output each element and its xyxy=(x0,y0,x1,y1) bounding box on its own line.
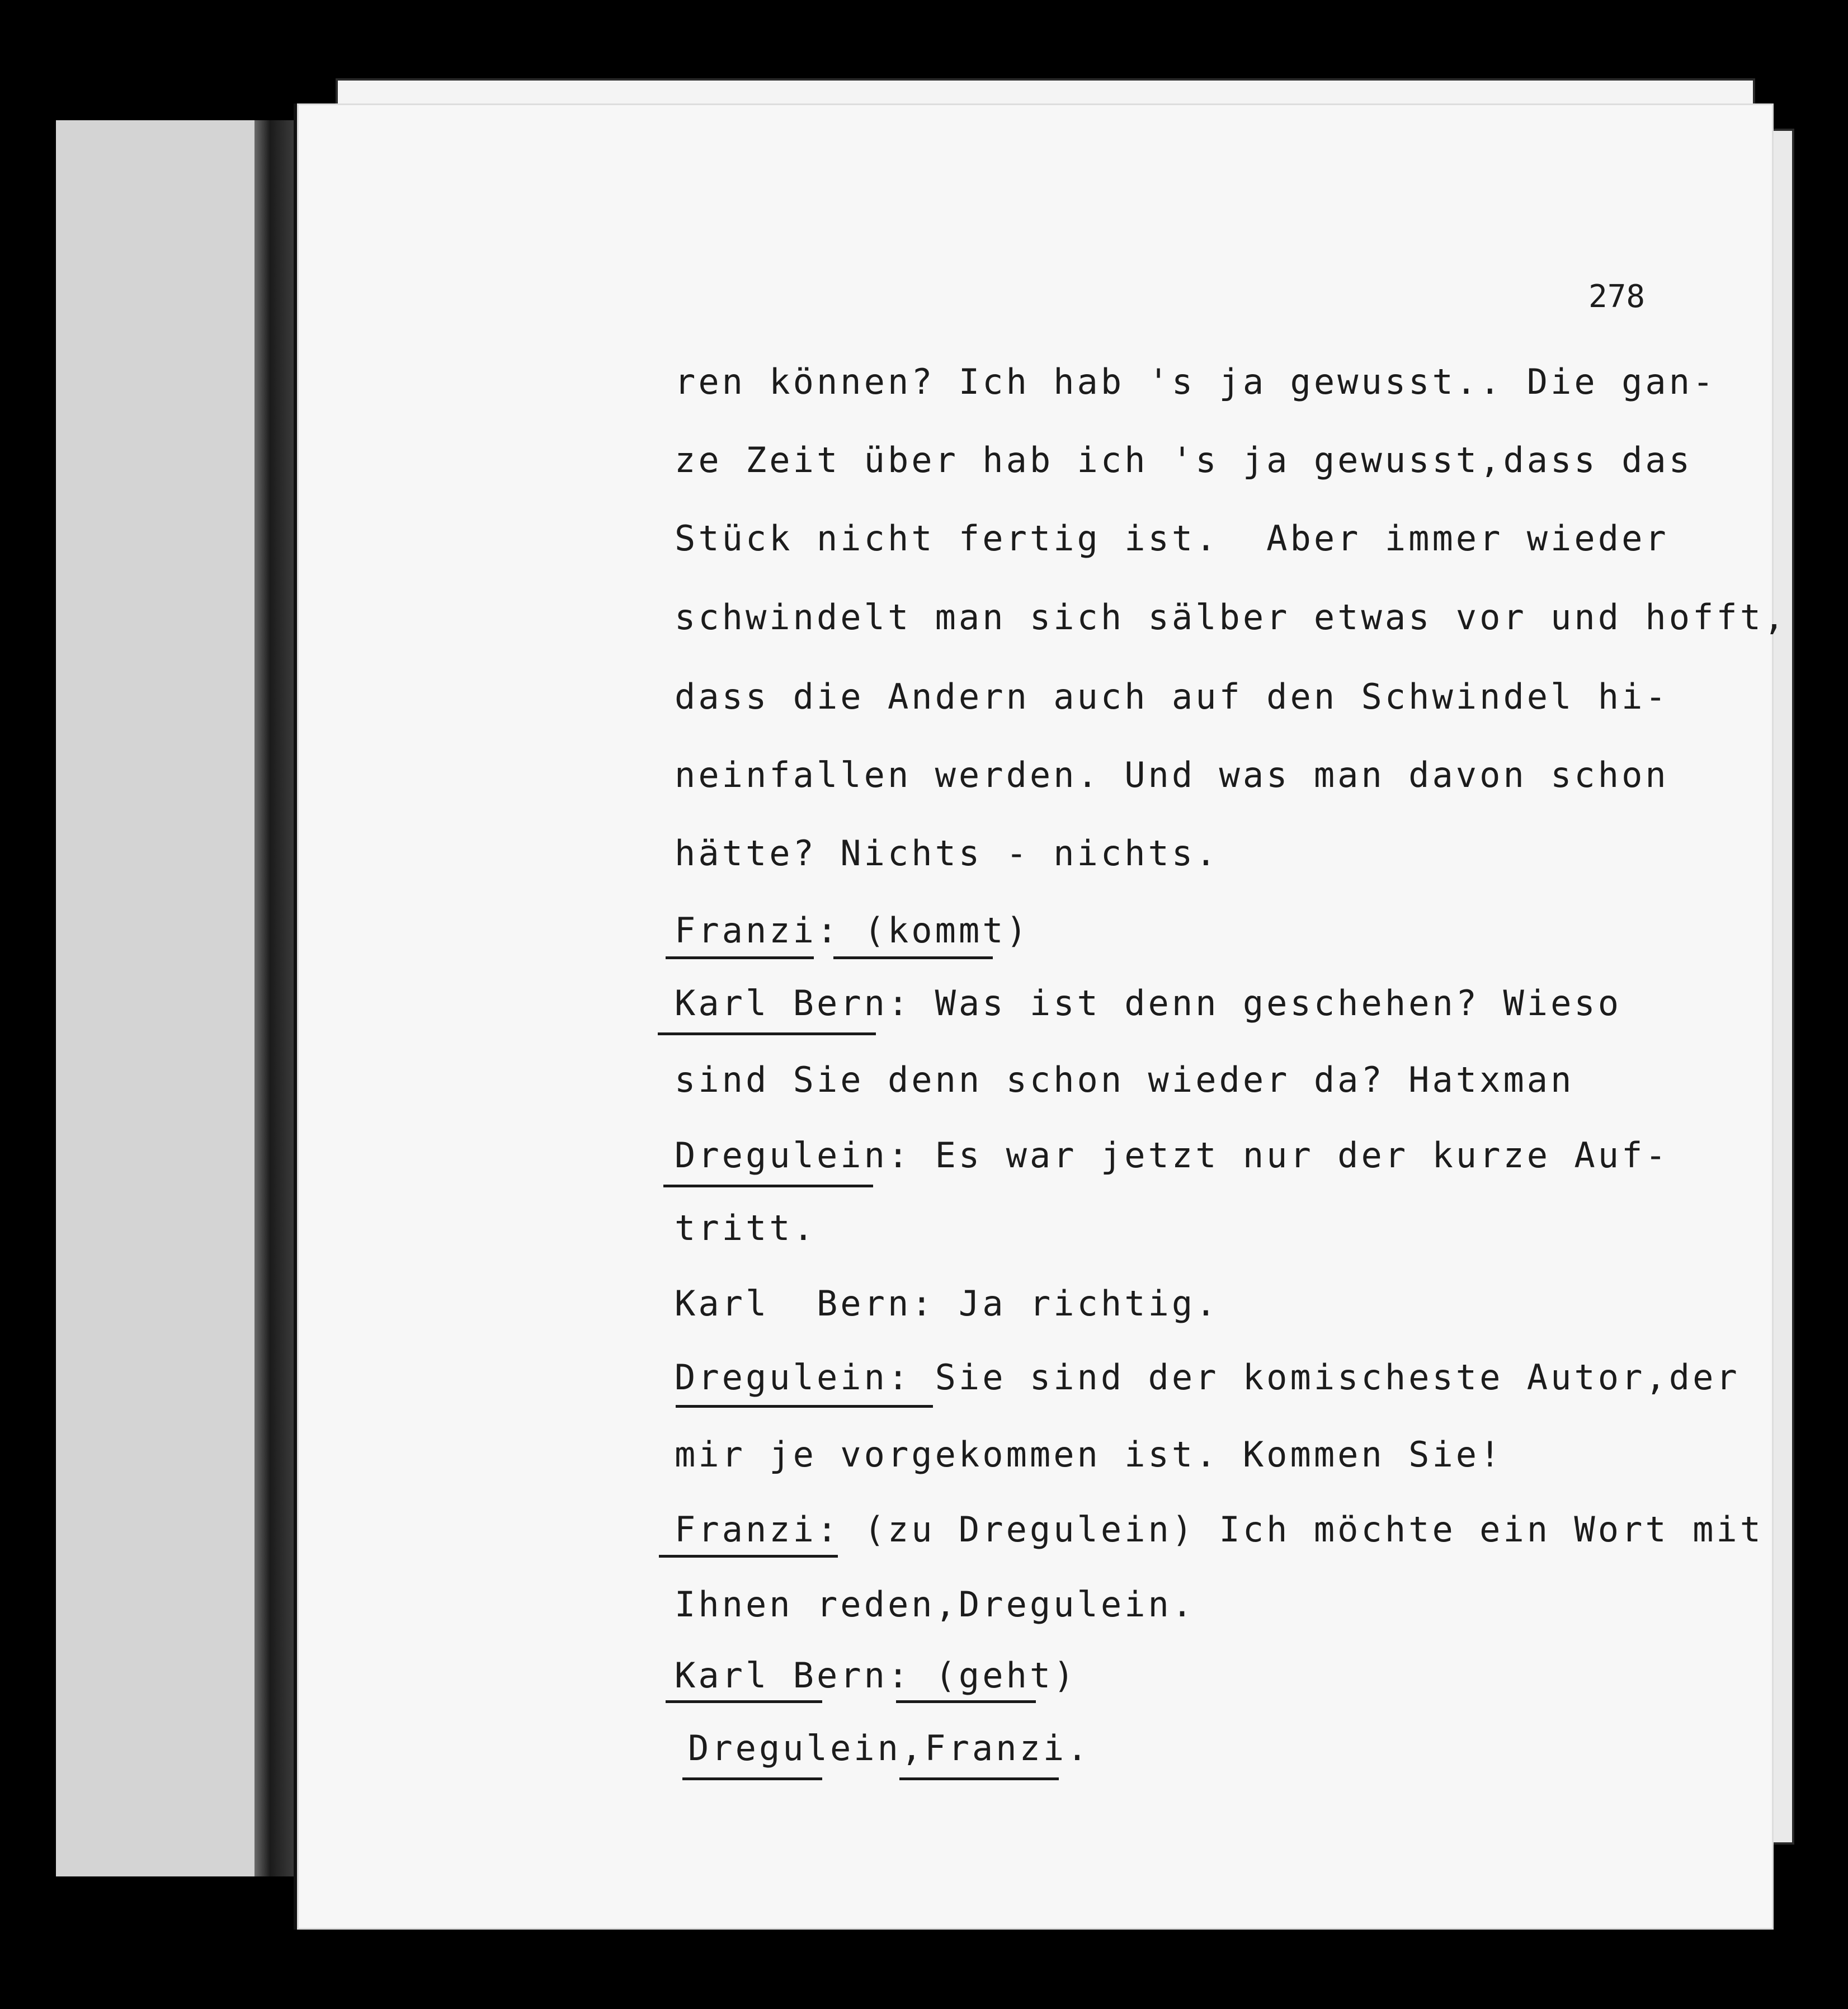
scene-underline xyxy=(899,1777,1059,1780)
stage-direction-underline xyxy=(896,1700,1036,1703)
speaker-underline xyxy=(658,1032,876,1035)
text-line-17: Ihnen reden,Dregulein. xyxy=(675,1584,1196,1625)
speaker-underline xyxy=(663,1185,873,1187)
scene-heading-dregulein-franzi: Dregulein,Franzi. xyxy=(688,1728,1091,1769)
speaker-line-karl-bern: Karl Bern: Was ist denn geschehen? Wieso xyxy=(675,983,1622,1024)
speaker-underline xyxy=(676,1405,933,1408)
text-line-7: hätte? Nichts - nichts. xyxy=(675,833,1219,874)
stage-direction-underline xyxy=(833,956,993,959)
text-line-12: tritt. xyxy=(675,1208,817,1248)
speaker-line-franzi-2: Franzi: (zu Dregulein) Ich möchte ein Wort mit xyxy=(675,1509,1764,1550)
scene-underline xyxy=(682,1777,822,1780)
speaker-underline xyxy=(659,1555,838,1558)
text-line-1: ren können? Ich hab 's ja gewusst.. Die gan- xyxy=(675,361,1717,402)
page-binding-edge xyxy=(254,120,294,1876)
text-line-10: sind Sie denn schon wieder da? Hatxman xyxy=(675,1059,1574,1100)
speaker-underline xyxy=(666,956,814,959)
text-line-5: dass die Andern auch auf den Schwindel hi- xyxy=(675,676,1669,717)
speaker-line-karl-bern-2: Karl Bern: Ja richtig. xyxy=(675,1283,1219,1324)
speaker-line-franzi-kommt: Franzi: (kommt) xyxy=(675,910,1030,951)
text-line-15: mir je vorgekommen ist. Kommen Sie! xyxy=(675,1434,1503,1475)
speaker-line-karl-bern-3: Karl Bern: (geht) xyxy=(675,1655,1077,1696)
speaker-line-dregulein: Dregulein: Es war jetzt nur der kurze Auf- xyxy=(675,1135,1669,1176)
text-line-4: schwindelt man sich sälber etwas vor und hofft, xyxy=(675,597,1788,638)
text-line-6: neinfallen werden. Und was man davon schon xyxy=(675,754,1669,795)
speaker-underline xyxy=(666,1700,822,1703)
page-number: 278 xyxy=(1588,279,1646,315)
text-line-3: Stück nicht fertig ist. Aber immer wieder xyxy=(675,518,1669,559)
left-film-strip xyxy=(56,120,266,1876)
speaker-line-dregulein-2: Dregulein: Sie sind der komischeste Autor,der xyxy=(675,1357,1740,1398)
text-line-2: ze Zeit über hab ich 's ja gewusst,dass das xyxy=(675,440,1693,480)
